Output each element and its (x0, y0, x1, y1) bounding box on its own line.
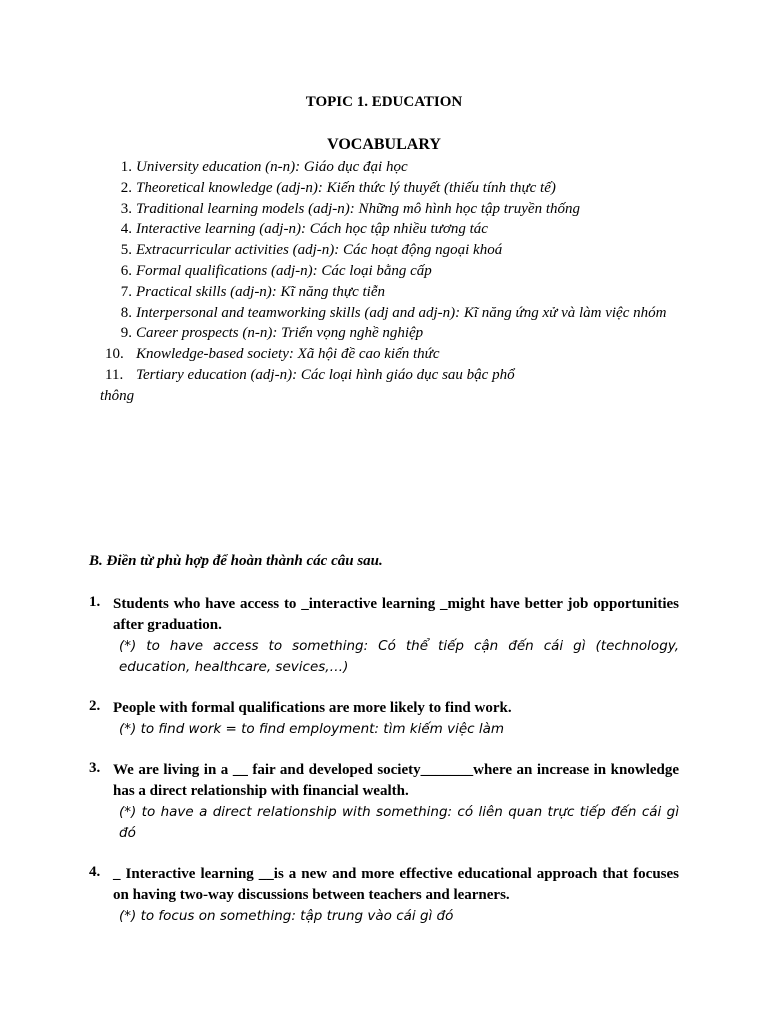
vocabulary-list (100, 157, 680, 407)
exercise-number: 3. (89, 760, 101, 776)
item-text: Formal qualifications (adj-n): Các loại bằng cấp (136, 262, 432, 279)
list-item (100, 282, 680, 303)
vocabulary-heading: VOCABULARY (327, 136, 441, 153)
item-number: 3. (120, 200, 132, 217)
item-number: 8. (120, 304, 132, 321)
list-item (100, 219, 680, 240)
exercise-note: (*) to have a direct relationship with something: có liên quan trực tiếp đến cái gì đó (119, 804, 679, 841)
exercise-sentence: _ Interactive learning __is a new and more effective educational approach that focuses on having two-way discussions between teachers and learners. (113, 866, 679, 903)
list-item (100, 199, 680, 220)
item-text: University education (n-n): Giáo dục đại học (136, 159, 408, 175)
exercise-number: 2. (89, 698, 101, 714)
item-number: 7. (120, 283, 132, 300)
item-text: Traditional learning models (adj-n): Những mô hình học tập truyền thống (136, 200, 580, 217)
section-b-heading: B. Điền từ phù hợp để hoàn thành các câu sau. (89, 553, 383, 569)
list-item (100, 240, 680, 261)
exercise-sentence: Students who have access to _interactive learning _might have better job opportunities after graduation. (113, 596, 679, 633)
list-item (100, 323, 680, 344)
exercise-note: (*) to focus on something: tập trung vào cái gì đó (119, 908, 454, 924)
item-number: 9. (120, 325, 132, 342)
exercise-number: 1. (89, 594, 101, 610)
exercise-item (89, 594, 679, 678)
exercise-note: (*) to have access to something: Có thể tiếp cận đến cái gì (technology, education, healthcare, sevices,…) (119, 638, 679, 675)
item-number: 10. (105, 346, 124, 363)
item-number: 6. (120, 262, 132, 279)
item-number: 5. (120, 242, 132, 259)
list-item (100, 261, 680, 282)
item-number: 1. (120, 159, 132, 175)
item-number: 2. (120, 179, 132, 196)
item-text: Theoretical knowledge (adj-n): Kiến thức lý thuyết (thiếu tính thực tế) (136, 179, 556, 196)
exercise-item (89, 864, 679, 927)
item-text: Career prospects (n-n): Triển vọng nghề nghiệp (136, 325, 424, 342)
item-text: Extracurricular activities (adj-n): Các hoạt động ngoại khoá (136, 242, 503, 259)
exercise-sentence: We are living in a __ fair and developed society_______where an increase in knowledge has a direct relationship with financial wealth. (113, 762, 679, 799)
list-item (100, 157, 680, 178)
exercise-item (89, 698, 679, 740)
list-item (100, 365, 552, 407)
exercise-number: 4. (89, 864, 101, 880)
item-text: Interactive learning (adj-n): Cách học tập nhiều tương tác (136, 221, 488, 238)
exercise-sentence: People with formal qualifications are more likely to find work. (113, 700, 512, 716)
exercise-item (89, 760, 679, 844)
list-item (100, 344, 680, 365)
list-item (100, 303, 680, 324)
item-text: Interpersonal and teamworking skills (adj and adj-n): Kĩ năng ứng xử và làm việc nhóm (136, 304, 667, 321)
item-number: 4. (120, 221, 132, 238)
exercise-note: (*) to find work = to find employment: tìm kiếm việc làm (119, 721, 505, 737)
item-text: Knowledge-based society: Xã hội đề cao kiến thức (136, 346, 440, 363)
list-item (100, 178, 680, 199)
item-text: Tertiary education (adj-n): Các loại hình giáo dục sau bậc phổ thông (100, 366, 515, 404)
item-text: Practical skills (adj-n): Kĩ năng thực tiễn (136, 283, 385, 300)
page-title: TOPIC 1. EDUCATION (305, 94, 463, 110)
item-number: 11. (105, 366, 124, 383)
